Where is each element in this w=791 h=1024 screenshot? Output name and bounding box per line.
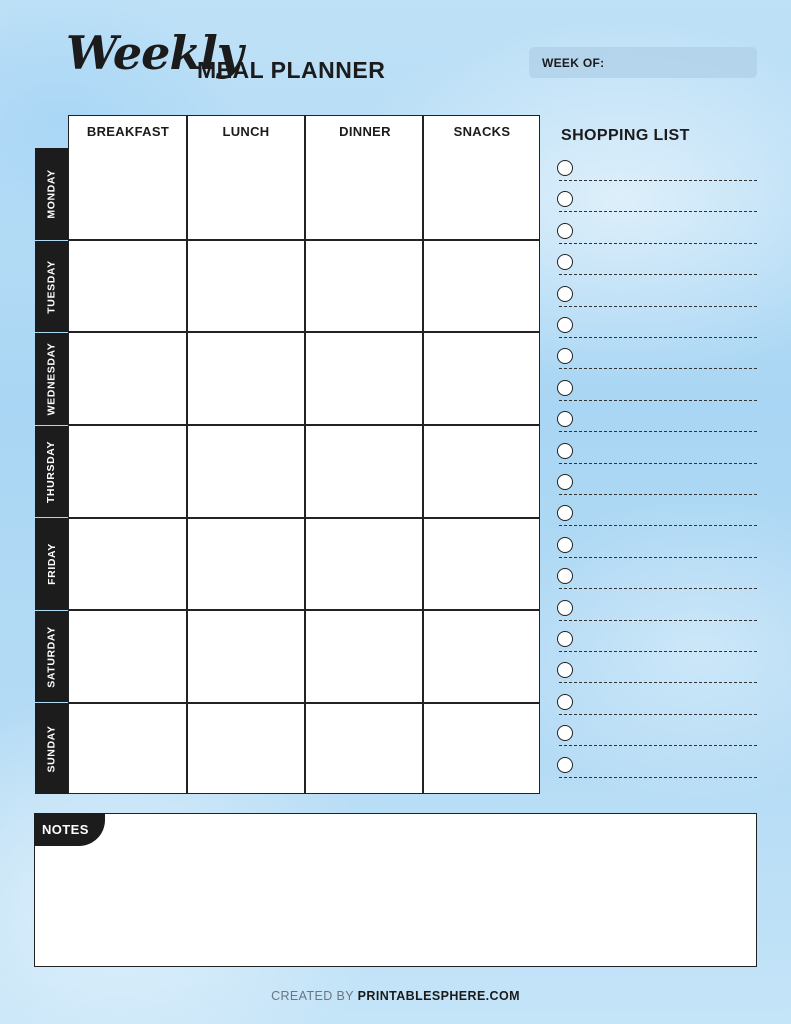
shopping-list-item[interactable] [557,379,757,401]
dashed-line [559,588,757,589]
checkbox-circle[interactable] [557,474,573,490]
title-script: Weekly [66,26,243,80]
day-label: WEDNESDAY [45,342,58,416]
checkbox-circle[interactable] [557,191,573,207]
grid-divider [186,116,188,793]
shopping-list-item[interactable] [557,253,757,275]
checkbox-circle[interactable] [557,537,573,553]
checkbox-circle[interactable] [557,411,573,427]
dashed-line [559,651,757,652]
dashed-line [559,463,757,464]
grid-divider [304,116,306,793]
dashed-line [559,337,757,338]
checkbox-circle[interactable] [557,505,573,521]
grid-divider [69,517,539,519]
dashed-line [559,525,757,526]
shopping-list-item[interactable] [557,724,757,746]
week-of-label: WEEK OF: [542,56,605,70]
checkbox-circle[interactable] [557,317,573,333]
notes-label: NOTES [42,822,89,837]
day-tab-monday [35,148,68,240]
checkbox-circle[interactable] [557,160,573,176]
grid-divider [422,116,424,793]
dashed-line [559,620,757,621]
checkbox-circle[interactable] [557,286,573,302]
checkbox-circle[interactable] [557,223,573,239]
shopping-list-item[interactable] [557,599,757,621]
column-header-lunch: LUNCH [222,124,270,139]
checkbox-circle[interactable] [557,725,573,741]
grid-divider [69,702,539,704]
dashed-line [559,745,757,746]
checkbox-circle[interactable] [557,662,573,678]
shopping-list-item[interactable] [557,222,757,244]
footer-prefix: CREATED BY [271,989,354,1003]
dashed-line [559,180,757,181]
day-tab-saturday [35,611,68,702]
shopping-list-item[interactable] [557,693,757,715]
grid-divider [69,331,539,333]
day-tab-thursday [35,426,68,517]
shopping-list-item[interactable] [557,536,757,558]
dashed-line [559,211,757,212]
shopping-list-item[interactable] [557,504,757,526]
column-header-snacks: SNACKS [453,124,511,139]
day-label: FRIDAY [45,543,58,585]
day-label: SUNDAY [45,725,58,772]
shopping-list-item[interactable] [557,756,757,778]
day-tab-tuesday [35,241,68,332]
day-label: SATURDAY [45,625,58,688]
checkbox-circle[interactable] [557,380,573,396]
grid-divider [69,609,539,611]
dashed-line [559,431,757,432]
dashed-line [559,682,757,683]
grid-divider [69,239,539,241]
checkbox-circle[interactable] [557,600,573,616]
checkbox-circle[interactable] [557,568,573,584]
checkbox-circle[interactable] [557,631,573,647]
shopping-list-item[interactable] [557,410,757,432]
day-label: TUESDAY [45,259,58,314]
day-tab-friday [35,518,68,610]
day-label: MONDAY [45,169,58,219]
day-tab-wednesday [35,333,68,425]
shopping-list-item[interactable] [557,473,757,495]
footer-credit [0,989,791,1003]
checkbox-circle[interactable] [557,757,573,773]
footer-brand: PRINTABLESPHERE.COM [357,989,520,1003]
notes-area[interactable] [34,813,757,967]
dashed-line [559,243,757,244]
checkbox-circle[interactable] [557,254,573,270]
grid-divider [69,424,539,426]
shopping-list-item[interactable] [557,661,757,683]
shopping-list-item[interactable] [557,442,757,464]
shopping-list-item[interactable] [557,316,757,338]
dashed-line [559,777,757,778]
column-header-dinner: DINNER [339,124,391,139]
checkbox-circle[interactable] [557,348,573,364]
day-label: THURSDAY [45,440,58,503]
dashed-line [559,274,757,275]
shopping-list-item[interactable] [557,567,757,589]
page-title: MEAL PLANNER [197,57,386,83]
column-header-breakfast: BREAKFAST [86,124,170,139]
shopping-list-item[interactable] [557,630,757,652]
shopping-list-item[interactable] [557,190,757,212]
meal-grid [68,115,540,794]
dashed-line [559,557,757,558]
shopping-list-item[interactable] [557,159,757,181]
shopping-list-item[interactable] [557,347,757,369]
day-tab-sunday [35,703,68,794]
dashed-line [559,494,757,495]
shopping-list-item[interactable] [557,285,757,307]
checkbox-circle[interactable] [557,694,573,710]
shopping-list-title: SHOPPING LIST [561,127,690,144]
dashed-line [559,714,757,715]
dashed-line [559,400,757,401]
checkbox-circle[interactable] [557,443,573,459]
dashed-line [559,306,757,307]
dashed-line [559,368,757,369]
